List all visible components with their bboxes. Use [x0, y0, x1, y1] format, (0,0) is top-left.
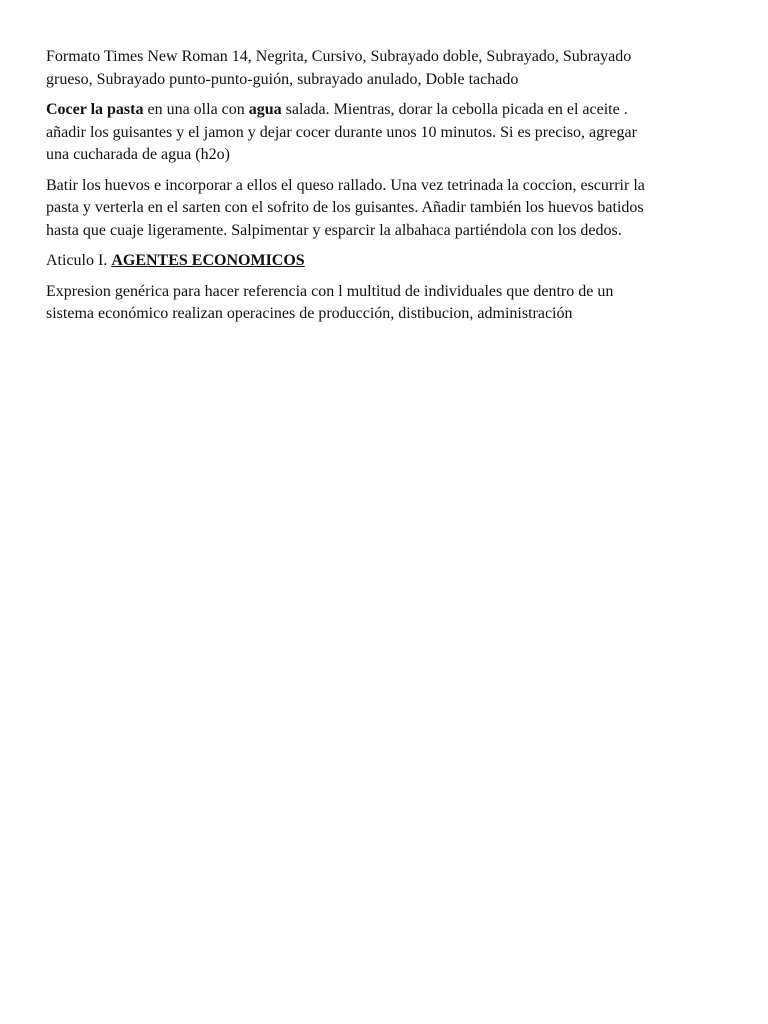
paragraph-line: pasta y verterla en el sarten con el sofrito de los guisantes. Añadir también los huevos batidos: [46, 199, 644, 216]
paragraph-line: Formato Times New Roman 14, Negrita, Cursivo, Subrayado doble, Subrayado, Subrayado: [46, 48, 632, 65]
paragraph-line: hasta que cuaje ligeramente. Salpimentar y esparcir la albahaca partiéndola con los dedos.: [46, 221, 622, 239]
paragraph-text: salada. Mientras, dorar la cebolla picada en el aceite .: [281, 101, 628, 118]
paragraph-format-list: [46, 46, 726, 91]
paragraph-text: en una olla con: [143, 101, 249, 118]
paragraph-pasta-step1: [46, 99, 726, 167]
paragraph-line: Batir los huevos e incorporar a ellos el queso rallado. Una vez tetrinada la coccion, escurrir la: [46, 176, 645, 194]
document-page: [46, 46, 726, 334]
article-title: AGENTES ECONOMICOS: [111, 252, 305, 269]
paragraph-pasta-step2: [46, 175, 726, 243]
paragraph-line: una cucharada de agua (h2o): [46, 146, 230, 163]
paragraph-definition: [46, 281, 726, 326]
paragraph-line: grueso, Subrayado punto-punto-guión, subrayado anulado, Doble tachado: [46, 70, 519, 88]
bold-text: agua: [248, 101, 282, 118]
paragraph-line: sistema económico realizan operacines de producción, distibucion, administración: [46, 305, 573, 322]
bold-text: Cocer la pasta: [46, 101, 144, 118]
paragraph-line: añadir los guisantes y el jamon y dejar cocer durante unos 10 minutos. Si es preciso, agregar: [46, 123, 637, 141]
article-heading: [46, 250, 726, 273]
article-prefix: Aticulo I.: [46, 252, 112, 269]
paragraph-line: Expresion genérica para hacer referencia con l multitud de individuales que dentro de un: [46, 282, 614, 300]
